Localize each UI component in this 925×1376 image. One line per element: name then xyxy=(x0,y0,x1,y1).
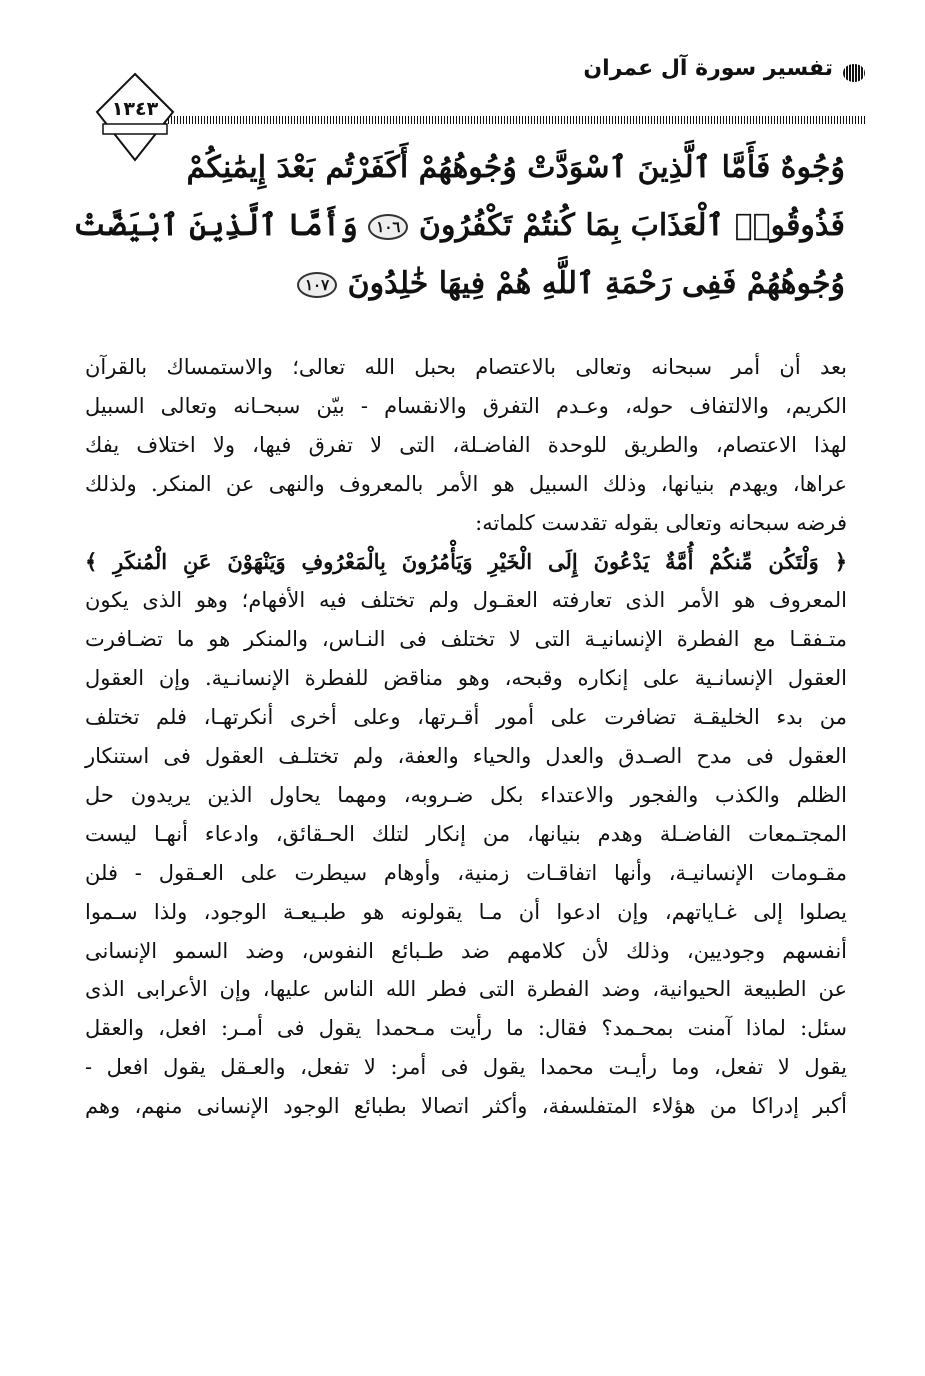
body-line: لهذا الاعتصام، والطريق للوحدة الفاضـلة، التى لا تفرق فيها، ولا اختلاف يفك xyxy=(85,432,847,457)
quran-verse-line xyxy=(190,266,845,301)
body-line: مقـومات الإنسانيـة، وأنها اتفاقـات زمنية، وأوهام سيطرت على العـقول - فلن xyxy=(85,860,847,885)
body-line: الكريم، والالتفاف حوله، وعـدم التفرق والانقسام - بيّن سبحـانه وتعالى السبيل xyxy=(85,393,847,418)
header-rule xyxy=(165,116,865,124)
body-line: عن الطبيعة الحيوانية، وضد الفطرة التى فطر الله الناس عليها، وإن الأعرابى الذى xyxy=(85,977,847,1002)
quran-verse-line xyxy=(73,208,845,243)
body-line: سئل: لماذا آمنت بمحـمد؟ فقال: ما رأيت مـحمدا يقول فى أمـر: افعل، والعقل xyxy=(85,1016,847,1041)
body-line: عراها، ويهدم بنيانها، وذلك السبيل هو الأمر بالمعروف والنهى عن المنكر. ولذلك xyxy=(85,471,847,496)
header-ornament-icon xyxy=(843,64,865,82)
verse-text: وُجُوهُهُمْ فَفِى رَحْمَةِ ٱللَّهِ هُمْ فِيهَا خَٰلِدُونَ xyxy=(347,266,845,301)
verse-number-mark: ١٠٧ xyxy=(297,272,337,298)
verse-text: وُجُوهٌ فَأَمَّا ٱلَّذِينَ ٱسْوَدَّتْ وُجُوهُهُمْ أَكَفَرْتُم بَعْدَ إِيمَٰنِكُمْ xyxy=(186,150,845,185)
quran-verse-line xyxy=(186,150,845,185)
body-line: المجتـمعات الفاضـلة وهدم بنيانها، من إنكار لتلك الحـقائق، وادعاء أنهـا ليست xyxy=(85,821,847,846)
quran-quote-line: ﴿ وَلْتَكُن مِّنكُمْ أُمَّةٌ يَدْعُونَ إِلَى الْخَيْرِ وَيَأْمُرُونَ بِالْمَعْرُوفِ وَيَنْهَوْنَ عَنِ الْمُنكَرِ ﴾ xyxy=(85,548,847,574)
verse-text: وَأَمَّا ٱلَّذِينَ ٱبْيَضَّتْ xyxy=(73,208,358,243)
body-line: متـفقـا مع الفطرة الإنسانيـة التى لا تختلف فى النـاس، والمنكر هو ما تضـافرت xyxy=(85,627,847,652)
body-line: أنفسهم وجوديين، وذلك لأن كلامهم ضد طـبائع النفوس، وضد السمو الإنسانى xyxy=(85,938,847,963)
verse-number-mark: ١٠٦ xyxy=(368,214,408,240)
body-line: من بدء الخليقـة تضافرت على أمور أقـرتها، وعلى أخرى أنكرتهـا، فلم تختلف xyxy=(85,705,847,730)
body-line: أكبر إدراكا من هؤلاء المتفلسفة، وأكثر اتصالا بطبائع الوجود الإنسانى منهم، وهم xyxy=(85,1094,847,1119)
verse-text: فَذُوقُوا۟ ٱلْعَذَابَ بِمَا كُنتُمْ تَكْفُرُونَ xyxy=(418,208,845,243)
body-line: الظلم والكذب والفجور والاعتداء بكل ضـروبه، ومهما يحاول الذين يريدون حل xyxy=(85,782,847,807)
body-line: يصلوا إلى غـاياتهم، وإن ادعوا أن مـا يقولونه هو طبـيعـة الوجود، ولذا سـموا xyxy=(85,899,847,924)
body-line: المعروف هو الأمر الذى تعارفته العقـول ولم تختلف فيه الأفهام؛ وهو الذى يكون xyxy=(85,588,847,613)
body-line: يقول لا تفعل، وما رأيـت محمدا يقول فى أمر: لا تفعل، والعـقل يقول افعل - xyxy=(85,1055,847,1080)
body-line: فرضه سبحانه وتعالى بقوله تقدست كلماته: xyxy=(475,510,847,535)
page-number: ١٣٤٣ xyxy=(111,98,159,120)
body-line: العقول فى مدح الصـدق والعدل والحياء والعفة، ولم تختلـف العقول فى استنكار xyxy=(85,744,847,768)
running-header-title: تفسير سورة آل عمران xyxy=(583,56,833,81)
body-line: العقول الإنسانـية على إنكاره وقبحه، وهو مناقض للفطرة الإنسانـية. وإن العقول xyxy=(85,666,847,691)
body-line: بعد أن أمر سبحانه وتعالى بالاعتصام بحبل الله تعالى؛ والاستمساك بالقرآن xyxy=(85,355,847,379)
